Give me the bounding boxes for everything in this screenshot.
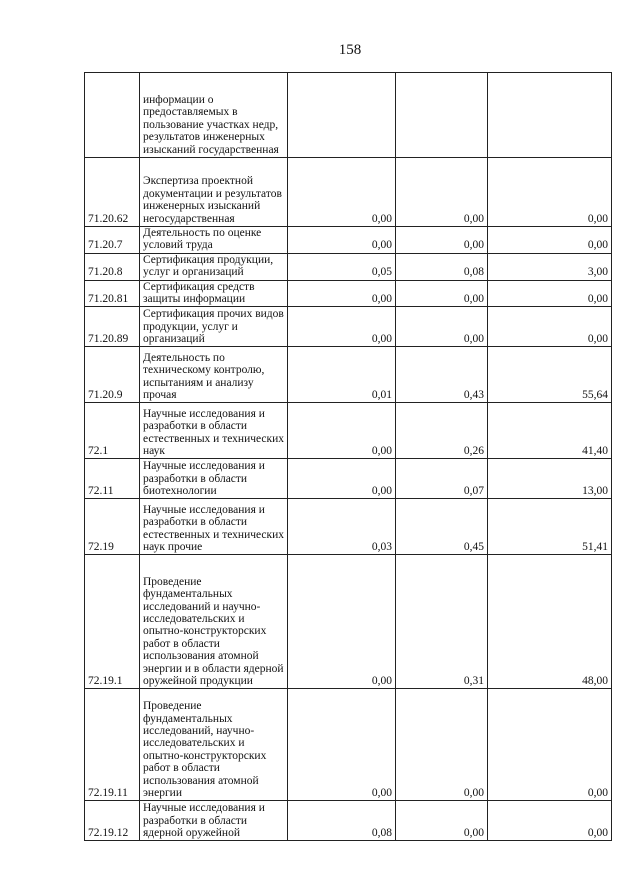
value-cell-1: 0,00: [288, 459, 396, 499]
code-cell: 72.19.1: [85, 555, 140, 689]
code-cell: 72.19.12: [85, 801, 140, 841]
value-cell-2: 0,43: [396, 347, 488, 403]
table-row: [85, 347, 612, 403]
code-cell: 71.20.8: [85, 253, 140, 280]
name-cell: информации о предоставляемых в пользование участках недр, результатов инженерных изысканий государственная: [140, 73, 288, 158]
value-cell-3: 0,00: [488, 307, 612, 347]
name-cell: Научные исследования и разработки в области естественных и технических наук: [140, 403, 288, 459]
value-cell-2: 0,00: [396, 158, 488, 227]
value-cell-3: [488, 73, 612, 158]
page-number: 158: [338, 42, 362, 58]
table-row: [85, 307, 612, 347]
name-cell: Сертификация средств защиты информации: [140, 280, 288, 307]
code-cell: 71.20.81: [85, 280, 140, 307]
value-cell-1: 0,08: [288, 801, 396, 841]
value-cell-2: 0,45: [396, 499, 488, 555]
value-cell-2: 0,26: [396, 403, 488, 459]
table-row: [85, 253, 612, 280]
value-cell-2: 0,00: [396, 227, 488, 254]
value-cell-3: 0,00: [488, 801, 612, 841]
value-cell-2: 0,00: [396, 689, 488, 801]
value-cell-1: 0,00: [288, 280, 396, 307]
name-cell: Проведение фундаментальных исследований и научно-исследовательских и опытно-конструкторских работ в области использования атомной энергии и в области ядерной оружейной продукции: [140, 555, 288, 689]
value-cell-3: 3,00: [488, 253, 612, 280]
code-cell: 72.1: [85, 403, 140, 459]
value-cell-3: 51,41: [488, 499, 612, 555]
value-cell-2: 0,08: [396, 253, 488, 280]
value-cell-3: 41,40: [488, 403, 612, 459]
value-cell-2: 0,00: [396, 280, 488, 307]
code-cell: 72.11: [85, 459, 140, 499]
value-cell-2: [396, 73, 488, 158]
value-cell-1: 0,00: [288, 689, 396, 801]
value-cell-3: 13,00: [488, 459, 612, 499]
code-cell: 72.19.11: [85, 689, 140, 801]
code-cell: 72.19: [85, 499, 140, 555]
code-cell: 71.20.9: [85, 347, 140, 403]
table-row: [85, 499, 612, 555]
name-cell: Сертификация прочих видов продукции, услуг и организаций: [140, 307, 288, 347]
value-cell-1: 0,01: [288, 347, 396, 403]
name-cell: Научные исследования и разработки в области биотехнологии: [140, 459, 288, 499]
table-row: [85, 689, 612, 801]
table-body: [85, 73, 612, 841]
value-cell-3: 0,00: [488, 689, 612, 801]
table-row: [85, 227, 612, 254]
name-cell: Научные исследования и разработки в области ядерной оружейной: [140, 801, 288, 841]
value-cell-3: 55,64: [488, 347, 612, 403]
name-cell: Научные исследования и разработки в области естественных и технических наук прочие: [140, 499, 288, 555]
table-row: [85, 555, 612, 689]
name-cell: Сертификация продукции, услуг и организаций: [140, 253, 288, 280]
table-row: [85, 459, 612, 499]
table-row: [85, 403, 612, 459]
value-cell-2: 0,31: [396, 555, 488, 689]
table-row: [85, 73, 612, 158]
name-cell: Экспертиза проектной документации и результатов инженерных изысканий негосударственная: [140, 158, 288, 227]
value-cell-1: 0,00: [288, 227, 396, 254]
value-cell-1: 0,00: [288, 403, 396, 459]
value-cell-1: [288, 73, 396, 158]
code-cell: 71.20.7: [85, 227, 140, 254]
value-cell-3: 48,00: [488, 555, 612, 689]
data-table: [84, 72, 612, 841]
name-cell: Проведение фундаментальных исследований, научно-исследовательских и опытно-конструкторских работ в области использования атомной энергии: [140, 689, 288, 801]
code-cell: 71.20.89: [85, 307, 140, 347]
value-cell-1: 0,03: [288, 499, 396, 555]
value-cell-2: 0,00: [396, 307, 488, 347]
name-cell: Деятельность по оценке условий труда: [140, 227, 288, 254]
value-cell-1: 0,05: [288, 253, 396, 280]
table-row: [85, 158, 612, 227]
value-cell-1: 0,00: [288, 158, 396, 227]
value-cell-3: 0,00: [488, 227, 612, 254]
value-cell-3: 0,00: [488, 158, 612, 227]
code-cell: 71.20.62: [85, 158, 140, 227]
name-cell: Деятельность по техническому контролю, испытаниям и анализу прочая: [140, 347, 288, 403]
value-cell-2: 0,07: [396, 459, 488, 499]
table-row: [85, 801, 612, 841]
code-cell: [85, 73, 140, 158]
value-cell-1: 0,00: [288, 555, 396, 689]
value-cell-2: 0,00: [396, 801, 488, 841]
value-cell-1: 0,00: [288, 307, 396, 347]
value-cell-3: 0,00: [488, 280, 612, 307]
table-row: [85, 280, 612, 307]
